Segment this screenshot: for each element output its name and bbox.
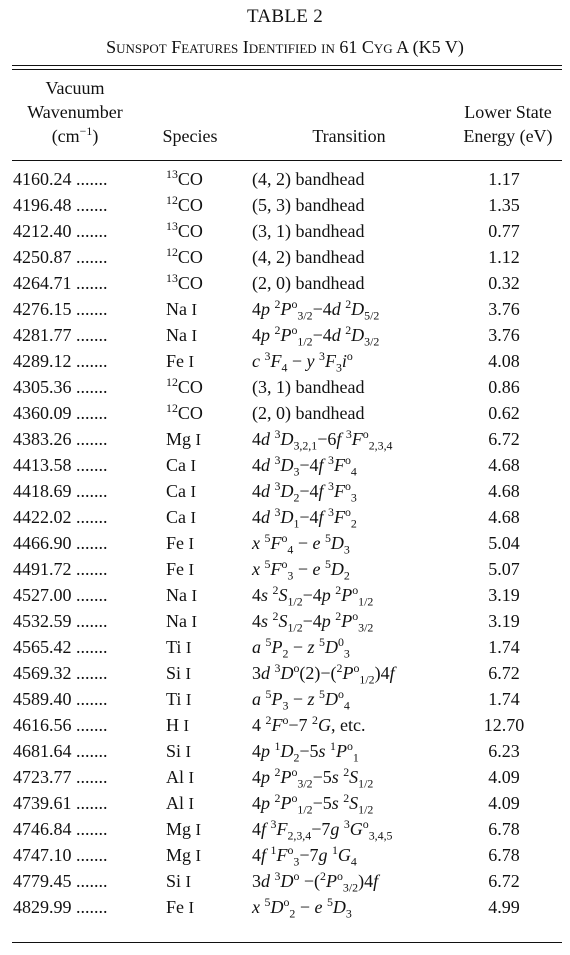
wavenumber-cell: 4589.40 ....... bbox=[13, 689, 108, 709]
energy-cell: 3.76 bbox=[488, 299, 520, 319]
table-row bbox=[0, 452, 570, 478]
energy-cell: 6.23 bbox=[488, 741, 520, 761]
table-row bbox=[0, 270, 570, 296]
table-row bbox=[0, 894, 570, 920]
transition-cell: 4d $^3D_2-4f$ $^3F^o_3$ bbox=[252, 479, 357, 505]
transition-cell: 3d $^3D^o(2)-(^2P^o_{1/2})4f$ bbox=[252, 661, 395, 687]
leader-dots: ....... bbox=[76, 169, 108, 189]
table-row bbox=[0, 842, 570, 868]
energy-cell: 4.68 bbox=[488, 481, 520, 501]
transition-cell: 4f $^3F_{2,3,4}-7g$ $^3G^o_{3,4,5}$ bbox=[252, 817, 393, 843]
wavenumber-cell: 4681.64 ....... bbox=[13, 741, 108, 761]
table-row bbox=[0, 764, 570, 790]
energy-cell: 4.09 bbox=[488, 767, 520, 787]
leader-dots: ....... bbox=[76, 689, 108, 709]
leader-dots: ....... bbox=[76, 871, 108, 891]
species-cell: Ti I bbox=[166, 689, 192, 709]
species-cell: Fe I bbox=[166, 533, 195, 553]
wavenumber-cell: 4723.77 ....... bbox=[13, 767, 108, 787]
species-cell: Si I bbox=[166, 741, 192, 761]
table-row bbox=[0, 660, 570, 686]
leader-dots: ....... bbox=[76, 221, 108, 241]
wavenumber-cell: 4491.72 ....... bbox=[13, 559, 108, 579]
wavenumber-cell: 4739.61 ....... bbox=[13, 793, 108, 813]
wavenumber-cell: 4264.71 ....... bbox=[13, 273, 108, 293]
table-row bbox=[0, 608, 570, 634]
transition-cell: 4s $^2S_{1/2}-4p$ $^2P^o_{3/2}$ bbox=[252, 609, 374, 635]
energy-cell: 4.68 bbox=[488, 455, 520, 475]
energy-cell: 12.70 bbox=[483, 715, 525, 735]
leader-dots: ....... bbox=[76, 585, 108, 605]
table-row bbox=[0, 296, 570, 322]
species-cell: $^{12}$CO bbox=[166, 401, 203, 423]
species-cell: Na I bbox=[166, 585, 198, 605]
leader-dots: ....... bbox=[76, 845, 108, 865]
transition-cell: a $^5P_3 - z$ $^5D^o_4$ bbox=[252, 687, 350, 713]
transition-cell: 4 $^2F^o-7$ $^2$G, etc. bbox=[252, 713, 366, 735]
wavenumber-cell: 4747.10 ....... bbox=[13, 845, 108, 865]
energy-cell: 1.12 bbox=[488, 247, 520, 267]
transition-cell: a $^5P_2 - z$ $^5D^0_3$ bbox=[252, 635, 350, 661]
leader-dots: ....... bbox=[76, 741, 108, 761]
transition-cell: 4d $^3D_1-4f$ $^3F^o_2$ bbox=[252, 505, 357, 531]
transition-cell: 4p $^1D_2-5s$ $^1P^o_1$ bbox=[252, 739, 359, 765]
table-title: TABLE 2 bbox=[246, 6, 324, 27]
energy-cell: 0.32 bbox=[488, 273, 520, 293]
wavenumber-cell: 4565.42 ....... bbox=[13, 637, 108, 657]
transition-cell: (4, 2) bandhead bbox=[252, 169, 365, 189]
leader-dots: ....... bbox=[76, 403, 108, 423]
table-row bbox=[0, 504, 570, 530]
energy-cell: 1.17 bbox=[488, 169, 520, 189]
wavenumber-cell: 4276.15 ....... bbox=[13, 299, 108, 319]
wavenumber-cell: 4250.87 ....... bbox=[13, 247, 108, 267]
table-row bbox=[0, 686, 570, 712]
species-cell: Al I bbox=[166, 793, 195, 813]
wavenumber-cell: 4196.48 ....... bbox=[13, 195, 108, 215]
transition-cell: x $^5F^o_4 - e$ $^5D_3$ bbox=[252, 531, 350, 557]
leader-dots: ....... bbox=[76, 195, 108, 215]
species-cell: Na I bbox=[166, 299, 198, 319]
leader-dots: ....... bbox=[76, 533, 108, 553]
energy-cell: 5.04 bbox=[488, 533, 520, 553]
leader-dots: ....... bbox=[76, 507, 108, 527]
wavenumber-cell: 4418.69 ....... bbox=[13, 481, 108, 501]
transition-cell: (4, 2) bandhead bbox=[252, 247, 365, 267]
leader-dots: ....... bbox=[76, 611, 108, 631]
transition-cell: (5, 3) bandhead bbox=[252, 195, 365, 215]
leader-dots: ....... bbox=[76, 897, 108, 917]
leader-dots: ....... bbox=[76, 793, 108, 813]
transition-cell: (3, 1) bandhead bbox=[252, 377, 365, 397]
leader-dots: ....... bbox=[76, 299, 108, 319]
top-rule bbox=[12, 65, 562, 66]
wavenumber-cell: 4829.99 ....... bbox=[13, 897, 108, 917]
leader-dots: ....... bbox=[76, 325, 108, 345]
transition-cell: 4d $^3D_3-4f$ $^3F^o_4$ bbox=[252, 453, 357, 479]
table-row bbox=[0, 426, 570, 452]
leader-dots: ....... bbox=[76, 481, 108, 501]
wavenumber-cell: 4305.36 ....... bbox=[13, 377, 108, 397]
wavenumber-cell: 4422.02 ....... bbox=[13, 507, 108, 527]
transition-cell: 4p $^2P^o_{1/2}-4d$ $^2D_{3/2}$ bbox=[252, 323, 380, 349]
transition-cell: 3d $^3D^o -(^2P^o_{3/2})4f$ bbox=[252, 869, 379, 895]
table-row bbox=[0, 582, 570, 608]
table-row bbox=[0, 478, 570, 504]
wavenumber-cell: 4413.58 ....... bbox=[13, 455, 108, 475]
species-cell: $^{12}$CO bbox=[166, 375, 203, 397]
species-cell: Al I bbox=[166, 767, 195, 787]
leader-dots: ....... bbox=[76, 767, 108, 787]
leader-dots: ....... bbox=[76, 377, 108, 397]
energy-cell: 5.07 bbox=[488, 559, 520, 579]
species-cell: Mg I bbox=[166, 429, 202, 449]
table-row bbox=[0, 218, 570, 244]
energy-cell: 0.62 bbox=[488, 403, 520, 423]
leader-dots: ....... bbox=[76, 351, 108, 371]
species-cell: $^{12}$CO bbox=[166, 245, 203, 267]
energy-cell: 4.09 bbox=[488, 793, 520, 813]
transition-cell: c $^3F_4 - y$ $^3F_3i^o$ bbox=[252, 349, 353, 375]
transition-cell: 4s $^2S_{1/2}-4p$ $^2P^o_{1/2}$ bbox=[252, 583, 374, 609]
wavenumber-cell: 4746.84 ....... bbox=[13, 819, 108, 839]
species-cell: Na I bbox=[166, 611, 198, 631]
table-row bbox=[0, 556, 570, 582]
header-energy: Lower State Energy (eV) bbox=[463, 102, 553, 146]
table-row bbox=[0, 634, 570, 660]
species-cell: $^{12}$CO bbox=[166, 193, 203, 215]
energy-cell: 1.35 bbox=[488, 195, 520, 215]
energy-cell: 6.72 bbox=[488, 871, 520, 891]
table-row bbox=[0, 790, 570, 816]
species-cell: $^{13}$CO bbox=[166, 167, 203, 189]
table-row bbox=[0, 530, 570, 556]
table-row bbox=[0, 244, 570, 270]
energy-cell: 3.76 bbox=[488, 325, 520, 345]
energy-cell: 3.19 bbox=[488, 611, 520, 631]
transition-cell: x $^5D^o_2 - e$ $^5D_3$ bbox=[252, 895, 352, 921]
table-body bbox=[0, 166, 570, 920]
wavenumber-cell: 4532.59 ....... bbox=[13, 611, 108, 631]
wavenumber-cell: 4360.09 ....... bbox=[13, 403, 108, 423]
table-row bbox=[0, 374, 570, 400]
transition-cell: 4f $^1F^o_3-7g$ $^1G_4$ bbox=[252, 843, 357, 869]
bottom-rule bbox=[12, 942, 562, 943]
table-row bbox=[0, 712, 570, 738]
leader-dots: ....... bbox=[76, 455, 108, 475]
wavenumber-cell: 4383.26 ....... bbox=[13, 429, 108, 449]
energy-cell: 1.74 bbox=[488, 637, 520, 657]
leader-dots: ....... bbox=[76, 819, 108, 839]
energy-cell: 6.78 bbox=[488, 845, 520, 865]
wavenumber-cell: 4281.77 ....... bbox=[13, 325, 108, 345]
wavenumber-cell: 4289.12 ....... bbox=[13, 351, 108, 371]
wavenumber-cell: 4779.45 ....... bbox=[13, 871, 108, 891]
transition-cell: 4p $^2P^o_{3/2}-4d$ $^2D_{5/2}$ bbox=[252, 297, 380, 323]
transition-cell: x $^5F^o_3 - e$ $^5D_2$ bbox=[252, 557, 350, 583]
table-row bbox=[0, 192, 570, 218]
header-wavenumber-unit: $(cm^{-1})$ bbox=[51, 124, 99, 146]
energy-cell: 3.19 bbox=[488, 585, 520, 605]
wavenumber-cell: 4527.00 ....... bbox=[13, 585, 108, 605]
table-row bbox=[0, 738, 570, 764]
energy-cell: 1.74 bbox=[488, 689, 520, 709]
top-rule-double bbox=[12, 69, 562, 70]
wavenumber-cell: 4212.40 ....... bbox=[13, 221, 108, 241]
energy-cell: 0.77 bbox=[488, 221, 520, 241]
transition-cell: 4d $^3D_{3,2,1}-6f$ $^3F^o_{2,3,4}$ bbox=[252, 427, 393, 453]
transition-cell: 4p $^2P^o_{3/2}-5s$ $^2S_{1/2}$ bbox=[252, 765, 374, 791]
species-cell: Si I bbox=[166, 663, 192, 683]
energy-cell: 6.72 bbox=[488, 663, 520, 683]
energy-cell: 4.68 bbox=[488, 507, 520, 527]
leader-dots: ....... bbox=[76, 559, 108, 579]
transition-cell: (2, 0) bandhead bbox=[252, 273, 365, 293]
species-cell: Si I bbox=[166, 871, 192, 891]
energy-cell: 6.78 bbox=[488, 819, 520, 839]
species-cell: Na I bbox=[166, 325, 198, 345]
species-cell: Ti I bbox=[166, 637, 192, 657]
table-row bbox=[0, 816, 570, 842]
wavenumber-cell: 4160.24 ....... bbox=[13, 169, 108, 189]
species-cell: Mg I bbox=[166, 819, 202, 839]
species-cell: $^{13}$CO bbox=[166, 271, 203, 293]
header-wavenumber: Vacuum Wavenumber $(cm^{-1})$ bbox=[13, 76, 137, 148]
species-cell: $^{13}$CO bbox=[166, 219, 203, 241]
leader-dots: ....... bbox=[76, 429, 108, 449]
wavenumber-cell: 4616.56 ....... bbox=[13, 715, 108, 735]
header-transition: Transition bbox=[312, 126, 386, 146]
leader-dots: ....... bbox=[76, 273, 108, 293]
species-cell: Fe I bbox=[166, 351, 195, 371]
species-cell: Ca I bbox=[166, 481, 197, 501]
header-species: Species bbox=[162, 126, 218, 146]
table-row bbox=[0, 322, 570, 348]
leader-dots: ....... bbox=[76, 715, 108, 735]
leader-dots: ....... bbox=[76, 247, 108, 267]
leader-dots: ....... bbox=[76, 637, 108, 657]
species-cell: Fe I bbox=[166, 897, 195, 917]
species-cell: Mg I bbox=[166, 845, 202, 865]
energy-cell: 4.08 bbox=[488, 351, 520, 371]
leader-dots: ....... bbox=[76, 663, 108, 683]
transition-cell: (2, 0) bandhead bbox=[252, 403, 365, 423]
species-cell: Ca I bbox=[166, 507, 197, 527]
species-cell: Fe I bbox=[166, 559, 195, 579]
energy-cell: 0.86 bbox=[488, 377, 520, 397]
energy-cell: 6.72 bbox=[488, 429, 520, 449]
transition-cell: (3, 1) bandhead bbox=[252, 221, 365, 241]
table-row bbox=[0, 400, 570, 426]
header-rule bbox=[12, 160, 562, 161]
wavenumber-cell: 4466.90 ....... bbox=[13, 533, 108, 553]
transition-cell: 4p $^2P^o_{1/2}-5s$ $^2S_{1/2}$ bbox=[252, 791, 374, 817]
species-cell: H I bbox=[166, 715, 190, 735]
wavenumber-cell: 4569.32 ....... bbox=[13, 663, 108, 683]
table-row bbox=[0, 166, 570, 192]
table-row bbox=[0, 868, 570, 894]
energy-cell: 4.99 bbox=[488, 897, 520, 917]
table-subtitle: Sunspot Features Identified in 61 Cyg A (K5 V) bbox=[106, 37, 464, 57]
table-row bbox=[0, 348, 570, 374]
species-cell: Ca I bbox=[166, 455, 197, 475]
